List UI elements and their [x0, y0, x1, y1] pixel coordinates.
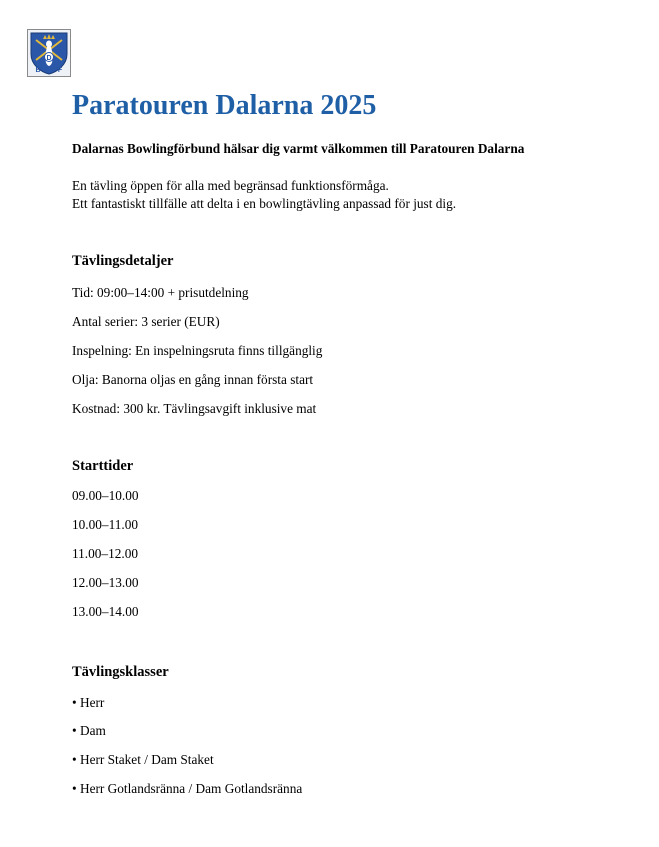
start-time-item: 09.00–10.00 [72, 488, 139, 503]
intro-line: En tävling öppen för alla med begränsad funktionsförmåga. [72, 178, 389, 193]
start-time-item: 11.00–12.00 [72, 546, 138, 561]
detail-cost: Kostnad: 300 kr. Tävlingsavgift inklusive mat [72, 401, 317, 416]
detail-warmup: Inspelning: En inspelningsruta finns tillgänglig [72, 343, 323, 358]
logo-letter-b: B [35, 67, 41, 74]
start-time-item: 13.00–14.00 [72, 604, 139, 619]
intro-paragraph [72, 177, 456, 213]
federation-logo [27, 29, 71, 77]
intro-line: Ett fantastiskt tillfälle att delta i en bowlingtävling anpassad för just dig. [72, 196, 457, 211]
class-item: • Dam [72, 723, 106, 738]
details-heading: Tävlingsdetaljer [72, 253, 174, 269]
detail-time: Tid: 09:00–14:00 + prisutdelning [72, 285, 249, 300]
class-item: • Herr [72, 695, 105, 710]
logo-letter-f: F [57, 67, 63, 74]
logo-letter-d: D [46, 55, 52, 62]
bowling-shield-icon [28, 30, 70, 76]
welcome-subtitle: Dalarnas Bowlingförbund hälsar dig varmt välkommen till Paratouren Dalarna [72, 141, 525, 156]
start-time-item: 10.00–11.00 [72, 517, 138, 532]
start-times-heading: Starttider [72, 458, 134, 474]
start-time-item: 12.00–13.00 [72, 575, 139, 590]
class-item: • Herr Staket / Dam Staket [72, 752, 214, 767]
detail-series: Antal serier: 3 serier (EUR) [72, 314, 220, 329]
class-item: • Herr Gotlandsränna / Dam Gotlandsränna [72, 781, 303, 796]
classes-heading: Tävlingsklasser [72, 664, 169, 680]
detail-oil: Olja: Banorna oljas en gång innan första start [72, 372, 314, 387]
page-title: Paratouren Dalarna 2025 [72, 90, 377, 121]
